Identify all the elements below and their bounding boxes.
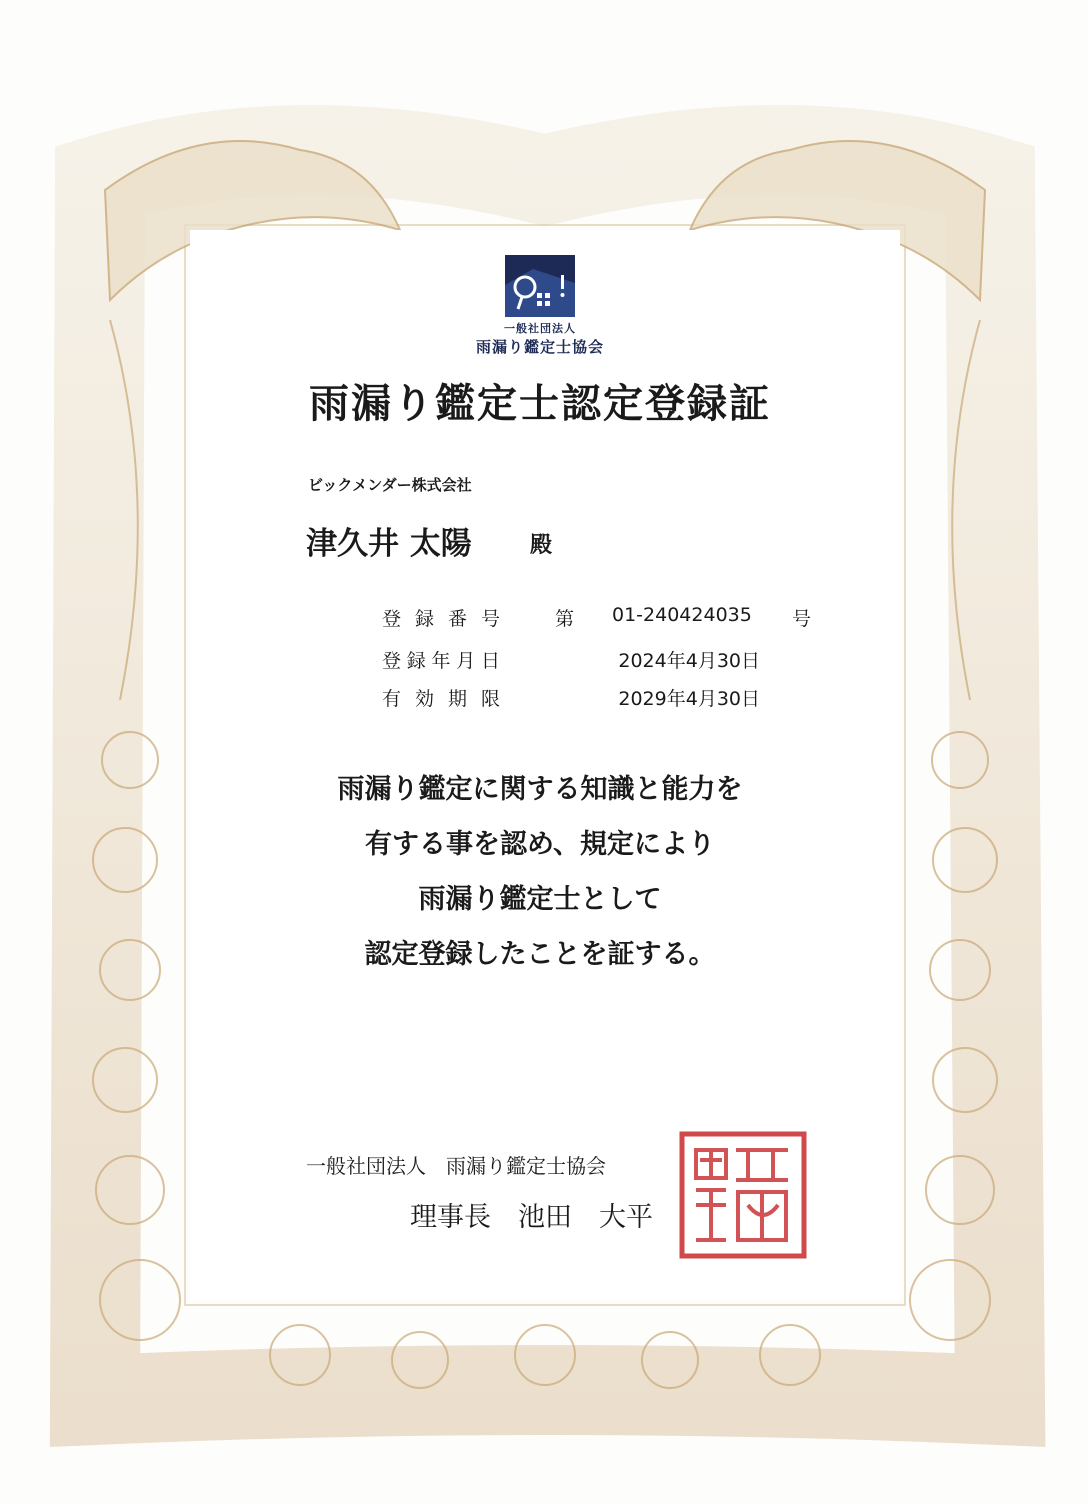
- statement-line: 雨漏り鑑定士として: [418, 884, 662, 915]
- registration-number-suffix: 号: [792, 608, 812, 630]
- statement-line: 認定登録したことを証する。: [364, 939, 716, 970]
- association-logo-icon: [505, 255, 575, 317]
- registration-date-value: 2024年4月30日: [618, 650, 760, 672]
- certificate-title: 雨漏り鑑定士認定登録証: [309, 380, 771, 427]
- registration-number-prefix: 第: [555, 608, 575, 630]
- statement-line: 有する事を認め、規定により: [365, 829, 715, 860]
- logo-org-type: 一般社団法人: [504, 322, 576, 335]
- statement-line: 雨漏り鑑定に関する知識と能力を: [337, 774, 743, 805]
- registration-number-value: 01-240424035: [612, 604, 752, 626]
- registration-number-label: 登録番号: [382, 608, 500, 630]
- recipient-company: ビックメンダー株式会社: [308, 476, 472, 494]
- recipient-name: 津久井 太陽: [306, 526, 472, 562]
- expiry-date-value: 2029年4月30日: [618, 688, 760, 710]
- registration-date-label: 登録年月日: [382, 650, 500, 672]
- certification-statement: [280, 762, 800, 982]
- issuer-chairman: 理事長 池田 大平: [410, 1202, 653, 1233]
- logo-association-name: 雨漏り鑑定士協会: [475, 338, 604, 356]
- official-seal-icon: [678, 1130, 808, 1260]
- issuer-organization: 一般社団法人 雨漏り鑑定士協会: [306, 1154, 606, 1178]
- expiry-date-label: 有効期限: [382, 688, 500, 710]
- recipient-honorific: 殿: [530, 532, 553, 558]
